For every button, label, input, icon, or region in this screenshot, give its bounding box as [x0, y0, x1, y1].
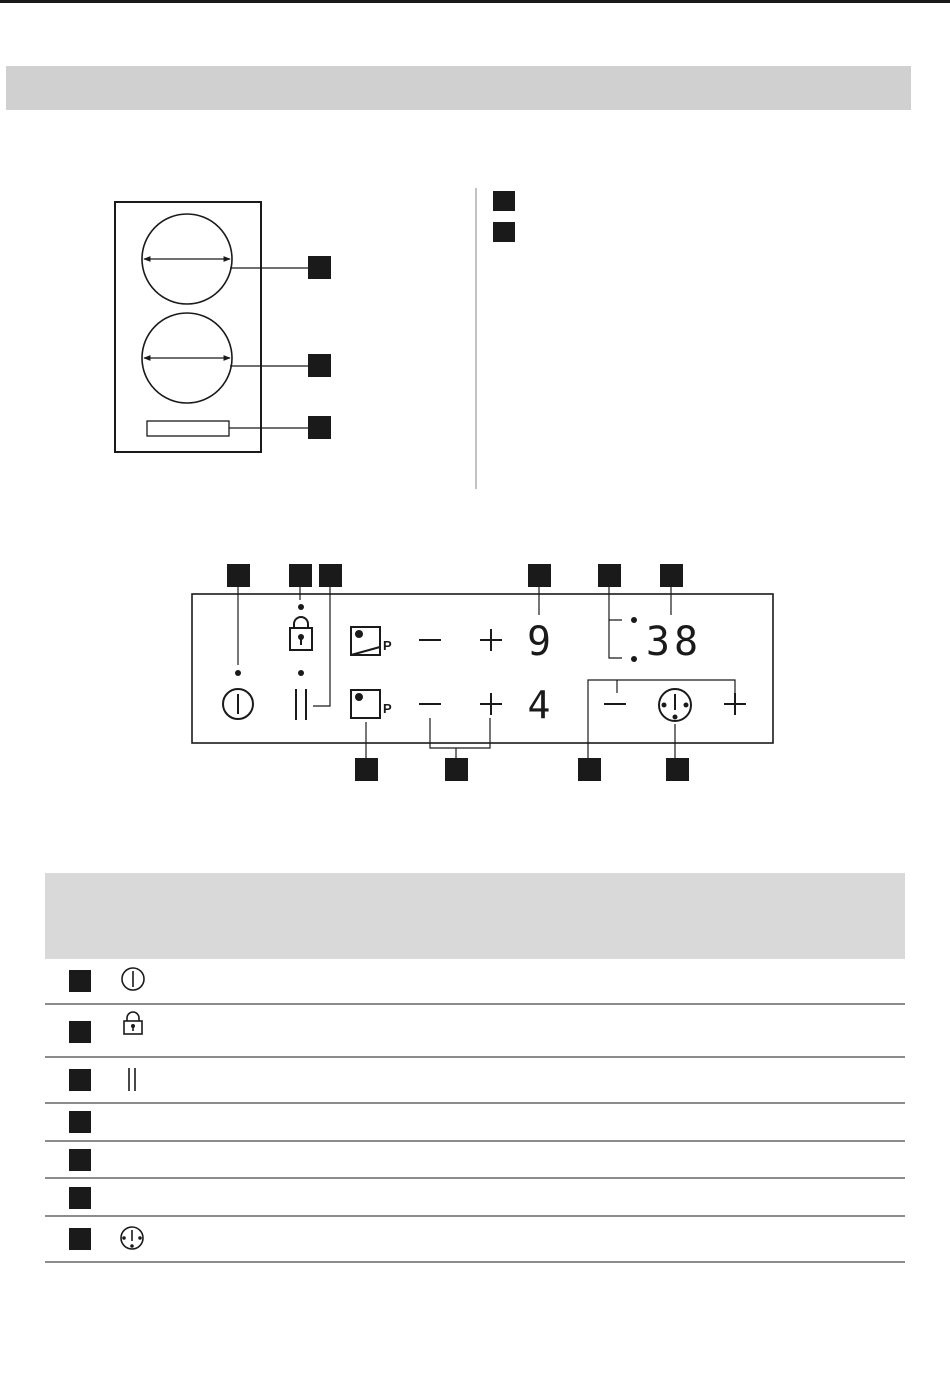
- powerboost-label: P: [383, 701, 392, 716]
- callout-marker: [666, 758, 689, 781]
- leader-line: [313, 587, 330, 706]
- plus-icon[interactable]: [480, 629, 502, 651]
- indicator-dot: [298, 604, 304, 610]
- callout-marker: [598, 564, 621, 587]
- hob-layout-figure: [115, 202, 308, 452]
- callout-marker: [319, 564, 342, 587]
- powerboost-icon[interactable]: [351, 627, 380, 655]
- sensor-table: [45, 873, 905, 1262]
- callout-marker: [355, 758, 378, 781]
- timer-icon: [121, 1227, 143, 1249]
- timer-plus-icon[interactable]: [724, 693, 746, 715]
- row-marker: [69, 1069, 91, 1091]
- indicator-dot: [631, 656, 637, 662]
- callout-marker: [308, 256, 331, 279]
- indicator-dot: [631, 617, 637, 623]
- row-marker: [69, 1187, 91, 1209]
- stopgo-icon[interactable]: [296, 689, 306, 720]
- leader-line: [588, 680, 735, 758]
- callout-marker: [528, 564, 551, 587]
- leader-line: [609, 620, 622, 658]
- control-panel-area: [147, 421, 229, 436]
- callout-marker: [660, 564, 683, 587]
- table-header: [45, 873, 905, 959]
- control-panel-outline: [192, 594, 773, 743]
- callout-marker: [445, 758, 468, 781]
- powerboost-label: P: [383, 638, 392, 653]
- callout-marker: [289, 564, 312, 587]
- timer-icon[interactable]: [659, 689, 691, 721]
- callout-marker: [308, 354, 331, 377]
- lock-icon: [124, 1012, 142, 1034]
- power-icon[interactable]: [223, 689, 253, 719]
- row-marker: [69, 1111, 91, 1133]
- callout-marker: [578, 758, 601, 781]
- row-marker: [69, 1228, 91, 1250]
- row-marker: [69, 970, 91, 992]
- timer-display: 38: [645, 619, 703, 665]
- row-marker: [69, 1149, 91, 1171]
- callout-marker: [227, 564, 250, 587]
- power-level-display-bottom: 4: [527, 683, 551, 727]
- indicator-dot: [235, 670, 241, 676]
- legend-marker: [493, 222, 515, 242]
- lock-icon[interactable]: [290, 617, 312, 650]
- leader-line: [609, 587, 622, 620]
- control-panel-figure: [192, 564, 773, 781]
- plus-icon[interactable]: [480, 693, 502, 715]
- callout-marker: [308, 416, 331, 439]
- hob-outline: [115, 202, 261, 452]
- powerboost-icon[interactable]: [351, 690, 380, 718]
- power-level-display-top: 9: [526, 619, 552, 665]
- legend-marker: [493, 191, 515, 211]
- power-icon: [122, 968, 144, 990]
- indicator-dot: [298, 670, 304, 676]
- stopgo-icon: [129, 1068, 135, 1091]
- row-marker: [69, 1021, 91, 1043]
